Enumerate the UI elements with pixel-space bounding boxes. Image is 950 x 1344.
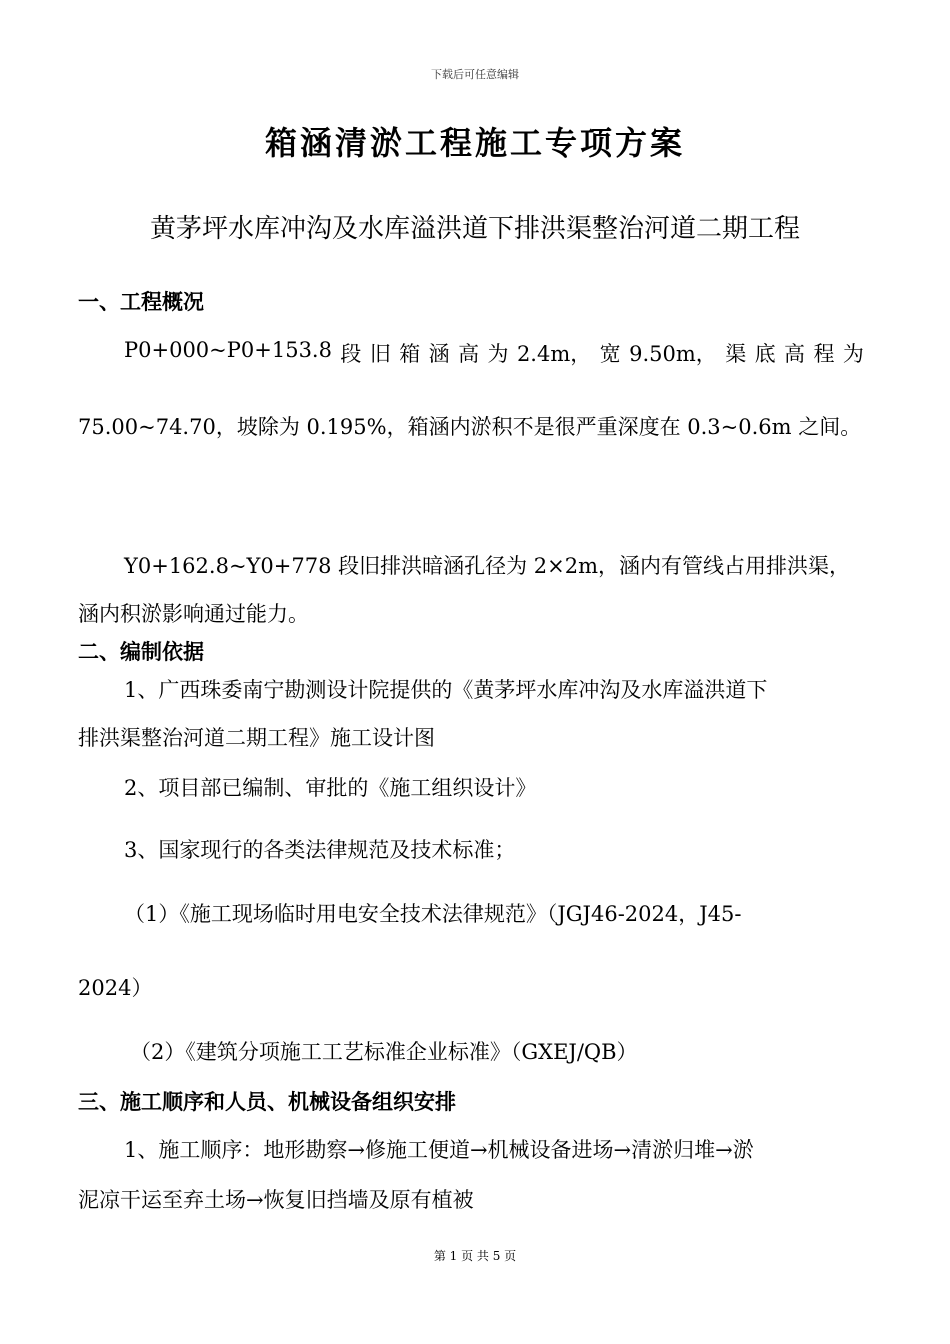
overview-word: 程 (813, 342, 835, 366)
page-footer: 第 1 页 共 5 页 (433, 1249, 517, 1263)
section-heading-organization: 三、施工顺序和人员、机械设备组织安排 (78, 1090, 456, 1114)
sequence-item-line-1: 1、施工顺序：地形勘察→修施工便道→机械设备进场→清淤归堆→淤 (124, 1138, 754, 1162)
overview-word: 宽 (599, 342, 621, 366)
basis-item-1-line-2: 排洪渠整治河道二期工程》施工设计图 (78, 726, 435, 750)
document-title: 箱涵清淤工程施工专项方案 (264, 124, 685, 162)
basis-item-1-line-1: 1、广西珠委南宁勘测设计院提供的《黄茅坪水库冲沟及水库溢洪道下 (124, 678, 768, 702)
culvert-paragraph-line-2: 涵内积淤影响通过能力。 (78, 602, 309, 626)
sequence-item-line-2: 泥凉干运至弃土场→恢复旧挡墙及原有植被 (78, 1188, 474, 1212)
basis-sub-item-1-line-2: 2024） (78, 976, 153, 1000)
project-subtitle: 黄茅坪水库冲沟及水库溢洪道下排洪渠整治河道二期工程 (149, 214, 800, 244)
overview-word: 高 (784, 342, 806, 366)
overview-word: P0+000~P0+153.8 (124, 338, 332, 362)
basis-sub-item-1-line-1: （1）《施工现场临时用电安全技术法律规范》（JGJ46-2024，J45- (124, 902, 742, 926)
section-heading-basis: 二、编制依据 (78, 640, 204, 664)
overview-word: 为 (487, 342, 509, 366)
overview-word: 底 (754, 342, 776, 366)
overview-word: 高 (458, 342, 480, 366)
basis-sub-item-2: （2）《建筑分项施工工艺标准企业标准》（GXEJ/QB） (130, 1040, 638, 1064)
basis-item-3: 3、国家现行的各类法律规范及技术标准； (124, 838, 516, 862)
overview-word: 9.50m， (629, 342, 717, 366)
overview-word: 旧 (369, 342, 391, 366)
overview-word: 段 (340, 342, 362, 366)
overview-word: 渠 (725, 342, 747, 366)
page-header: 下载后可任意编辑 (431, 68, 519, 81)
culvert-paragraph-line-1: Y0+162.8~Y0+778 段旧排洪暗涵孔径为 2×2m，涵内有管线占用排洪渠， (124, 554, 851, 578)
overview-word: 2.4m， (516, 342, 592, 366)
overview-word: 涵 (428, 342, 450, 366)
section-heading-overview: 一、工程概况 (78, 290, 204, 314)
overview-paragraph-line-1 (124, 338, 864, 368)
basis-item-2: 2、项目部已编制、审批的《施工组织设计》 (124, 776, 537, 800)
overview-paragraph-line-2: 75.00~74.70，坡除为 0.195%，箱涵内淤积不是很严重深度在 0.3~0.6m 之间。 (78, 415, 862, 439)
overview-word: 为 (842, 342, 864, 366)
overview-word: 箱 (399, 342, 421, 366)
